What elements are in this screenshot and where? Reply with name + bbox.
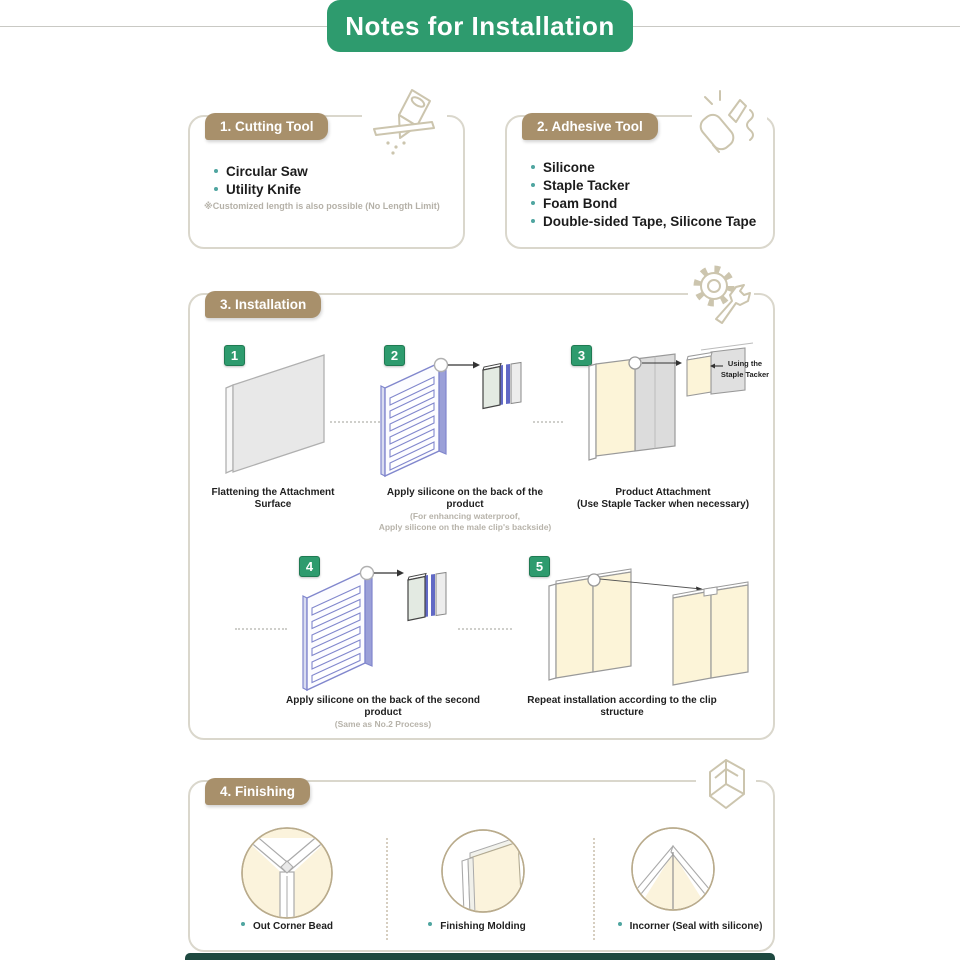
out-corner-bead-diagram: [240, 826, 334, 920]
caption-text: Product Attachment: [615, 487, 711, 498]
list-item: [531, 177, 756, 195]
step-3-badge: 3: [571, 345, 592, 366]
caption-text: Out Corner Bead: [252, 921, 333, 932]
step-4-badge: 4: [299, 556, 320, 577]
bullet-dot-icon: [618, 922, 622, 926]
cutting-tool-label: 1. Cutting Tool: [205, 113, 328, 140]
adhesive-tool-list: [531, 159, 756, 231]
finishing-label: 4. Finishing: [205, 778, 310, 805]
incorner-diagram: [630, 826, 716, 912]
utility-knife-icon: [362, 86, 447, 160]
corner-molding-icon: [696, 754, 756, 814]
list-item: [531, 195, 756, 213]
dotted-divider: [593, 838, 595, 940]
finishing-molding-diagram: [440, 828, 526, 914]
dotted-separator: [458, 628, 512, 630]
glue-gun-icon: [692, 84, 767, 160]
bullet-dot-icon: [531, 219, 535, 223]
list-item: [531, 159, 756, 177]
page-title: Notes for Installation: [327, 0, 633, 52]
caption-subtext: (Same as No.2 Process): [334, 719, 432, 729]
caption-text: Apply silicone on the back of the second product: [286, 695, 480, 718]
caption-text: Finishing Molding: [440, 921, 526, 932]
step-1-diagram-panel: [218, 350, 338, 478]
annotation-line: Using the: [727, 359, 763, 368]
staple-tacker-annotation: [718, 358, 772, 380]
step-2-caption: [370, 487, 560, 532]
list-item-label: Staple Tacker: [543, 178, 630, 193]
caption-subtext: (For enhancing waterproof,: [409, 511, 521, 521]
list-item: [214, 181, 308, 199]
step-3-caption: [568, 487, 758, 511]
step-4-caption: [278, 695, 488, 730]
list-item-label: Double-sided Tape, Silicone Tape: [543, 214, 757, 229]
bullet-dot-icon: [214, 169, 218, 173]
step-5-caption: [507, 695, 737, 719]
out-corner-bead-caption: [212, 921, 362, 932]
dotted-separator: [533, 421, 563, 423]
step-5-badge: 5: [529, 556, 550, 577]
bullet-dot-icon: [531, 201, 535, 205]
finishing-molding-caption: [402, 921, 552, 932]
bullet-dot-icon: [428, 922, 432, 926]
dotted-separator: [235, 628, 287, 630]
dotted-separator: [330, 421, 380, 423]
cutting-tool-list: [214, 163, 308, 199]
caption-text: Flattening the Attachment Surface: [211, 487, 335, 510]
step-5-diagram-repeat-installation: [543, 558, 771, 693]
list-item-label: Utility Knife: [226, 182, 302, 197]
caption-subtext: Apply silicone on the male clip's backside): [378, 521, 552, 532]
step-1-badge: 1: [224, 345, 245, 366]
bullet-dot-icon: [214, 187, 218, 191]
step-1-caption: [193, 487, 353, 511]
caption-text: Incorner (Seal with silicone): [629, 921, 763, 932]
bullet-dot-icon: [241, 922, 245, 926]
list-item: [531, 213, 756, 231]
list-item: [214, 163, 308, 181]
list-item-label: Foam Bond: [543, 196, 618, 211]
bullet-dot-icon: [531, 165, 535, 169]
annotation-line: Staple Tacker: [720, 370, 770, 379]
list-item-label: Silicone: [543, 160, 595, 175]
step-2-badge: 2: [384, 345, 405, 366]
gear-wrench-icon: [688, 261, 754, 325]
step-2-diagram-apply-silicone: [373, 352, 525, 484]
cutting-note: ※Customized length is also possible (No Length Limit): [204, 201, 440, 211]
next-section-edge: [185, 953, 775, 960]
dotted-divider: [386, 838, 388, 940]
list-item-label: Circular Saw: [226, 164, 308, 179]
step-4-diagram-apply-silicone: [293, 560, 465, 693]
caption-text: Apply silicone on the back of the product: [386, 487, 544, 510]
adhesive-tool-label: 2. Adhesive Tool: [522, 113, 658, 140]
caption-text: (Use Staple Tacker when necessary): [576, 499, 750, 510]
installation-label: 3. Installation: [205, 291, 321, 318]
incorner-caption: [604, 921, 776, 932]
caption-text: Repeat installation according to the clip structure: [527, 695, 717, 718]
bullet-dot-icon: [531, 183, 535, 187]
